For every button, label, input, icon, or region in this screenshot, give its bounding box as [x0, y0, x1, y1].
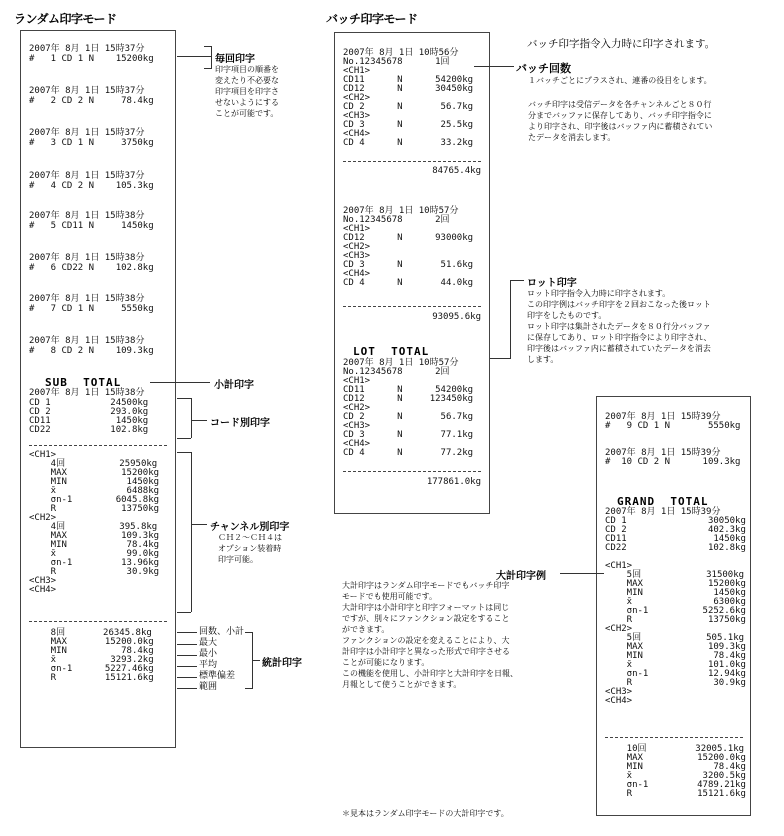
batch-desc: バッチ印字は受信データを各チャンネルごと８０行 分までバッファに保存してあり、バッチ印字指令に より印字され、印字後はバッファ内に蓄積されてい たデータを消去します。: [528, 100, 713, 142]
entry-ts: 2007年 8月 1日 15時37分: [29, 44, 145, 54]
stat-label-stddev: 標準偏差: [199, 671, 236, 681]
grand-entries: 2007年 8月 1日 15時39分 # 9 CD 1 N 5550kg 2007年 8月 1日 15時39分 # 10 CD 2 N 109.3kg: [605, 412, 741, 467]
entry-ts: 2007年 8月 1日 15時38分: [29, 211, 145, 221]
batch-receipt: [334, 32, 490, 514]
stat-label-mean: 平均: [199, 660, 218, 670]
grand-print-title: 大計印字例: [496, 571, 546, 582]
entry-line: # 2 CD 2 N 78.4kg: [29, 96, 154, 106]
batch-count-desc: １バッチごとにプラスされ、連番の役目をします。: [528, 76, 712, 85]
subtotal-timestamp: 2007年 8月 1日 15時38分: [29, 388, 145, 398]
entry-line: # 7 CD 1 N 5550kg: [29, 304, 154, 314]
stat-label-min: 最小: [199, 649, 218, 659]
entry-line: # 4 CD 2 N 105.3kg: [29, 181, 154, 191]
entry-line: # 8 CD 2 N 109.3kg: [29, 346, 154, 356]
random-receipt: [20, 30, 176, 748]
subtotal-title: SUB TOTAL: [45, 376, 122, 389]
grand-print-desc: 大計印字はランダム印字モードでもバッチ印字 モードでも使用可能です。 大計印字は小計印字と印字フォーマットは同じ ですが、別々にファンクション設定をすること ができます。 ファンクションの設定を変えることにより、大 計印字は小計印字と異なった形式で印字させる ことが可能になります。 この機能を使用し、小計印字と大計印字を日報、 月報として使うことができます。: [342, 581, 518, 689]
stat-label-max: 最大: [199, 638, 218, 648]
channel-print-title: チャンネル別印字: [210, 522, 290, 533]
divider: [343, 161, 481, 162]
grand-total-receipt: [596, 396, 751, 816]
channel-print-desc: ＣＨ２～ＣＨ４は オプション装着時 印字可能。: [218, 533, 282, 564]
footnote: ＊見本はランダム印字モードの大計印字です。: [342, 809, 509, 818]
batch-block-2: 2007年 8月 1日 10時57分 No.12345678 2回 <CH1> CD12 N 93000kg <CH2> <CH3> CD 3 N 51.6kg <CH4> CD 4 N 44.0kg: [343, 206, 474, 288]
subtotal-label: 小計印字: [214, 380, 254, 391]
divider: [29, 621, 167, 622]
grand-body: 2007年 8月 1日 15時39分 CD 1 30050kg CD 2 402.3kg CD11 1450kg CD22 102.8kg <CH1> 5回 31500kg MAX 15200kg MIN 1450kg x̄ 6300kg σn-1 5252.6kg R 13750kg <CH2> 5回 505.1kg MAX 109.3kg MIN 78.4kg x̄ 101.0kg σn-1 12.94kg R 30.9kg <CH3> <CH4>: [605, 507, 746, 706]
each-print-title: 毎回印字: [215, 54, 255, 65]
each-print-desc: 印字項目の順番を 変えたり不必要な 印字項目を印字さ せないようにする ことが可能です。: [215, 65, 279, 118]
divider: [343, 306, 481, 307]
lot-block: 2007年 8月 1日 10時57分 No.12345678 2回 <CH1> CD11 N 54200kg CD12 N 123450kg <CH2> CD 2 N 56.7kg <CH3> CD 3 N 77.1kg <CH4> CD 4 N 77.2kg: [343, 358, 474, 458]
entry-line: # 5 CD11 N 1450kg: [29, 221, 154, 231]
entry-ts: 2007年 8月 1日 15時37分: [29, 86, 145, 96]
batch-mode-header: バッチ印字モード: [326, 12, 418, 26]
lot-total-title: LOT TOTAL: [353, 345, 430, 358]
divider: [605, 737, 743, 738]
batch-intro: バッチ印字指令入力時に印字されます。: [527, 38, 716, 50]
stats-group-label: 統計印字: [262, 658, 302, 669]
entry-ts: 2007年 8月 1日 15時38分: [29, 253, 145, 263]
statistics: 8回 26345.8kg MAX 15200.0kg MIN 78.4kg x̄ 3293.2kg σn-1 5227.46kg R 15121.6kg: [50, 628, 154, 683]
entry-ts: 2007年 8月 1日 15時38分: [29, 294, 145, 304]
random-mode-header: ランダム印字モード: [14, 12, 117, 26]
stat-label-range: 範囲: [199, 682, 218, 692]
code-print-label: コード別印字: [210, 418, 270, 429]
lot-print-title: ロット印字: [527, 278, 577, 289]
entry-line: # 6 CD22 N 102.8kg: [29, 263, 154, 273]
batch-total-2: 93095.6kg: [432, 312, 481, 322]
batch-count-title: バッチ回数: [516, 62, 571, 75]
grand-total-title: GRAND TOTAL: [617, 495, 709, 508]
stat-label-count: 回数、小計: [199, 627, 245, 637]
entry-line: # 1 CD 1 N 15200kg: [29, 54, 154, 64]
batch-block-1: 2007年 8月 1日 10時56分 No.12345678 1回 <CH1> CD11 N 54200kg CD12 N 30450kg <CH2> CD 2 N 56.7kg <CH3> CD 3 N 25.5kg <CH4> CD 4 N 33.2kg: [343, 48, 474, 148]
entry-ts: 2007年 8月 1日 15時37分: [29, 128, 145, 138]
code-totals: CD 1 24500kg CD 2 293.0kg CD11 1450kg CD22 102.8kg: [29, 398, 149, 435]
entry-line: # 3 CD 1 N 3750kg: [29, 138, 154, 148]
channel-totals: <CH1> 4回 25950kg MAX 15200kg MIN 1450kg x̄ 6488kg σn-1 6045.8kg R 13750kg <CH2> 4回 395.8kg MAX 109.3kg MIN 78.4kg x̄ 99.0kg σn-1 13.96kg R 30.9kg <CH3> <CH4>: [29, 450, 160, 595]
batch-total-1: 84765.4kg: [432, 166, 481, 176]
entry-ts: 2007年 8月 1日 15時38分: [29, 336, 145, 346]
lot-print-desc: ロット印字指令入力時に印字されます。 この印字例はバッチ印字を２回おこなった後ロット 印字をしたものです。 ロット印字は集計されたデータを８０行分バッファ に保存してあり、ロット印字指令により印字され、 印字後はバッファ内に蓄積されていたデータを消去 します。: [527, 289, 712, 364]
entry-ts: 2007年 8月 1日 15時37分: [29, 171, 145, 181]
lot-total: 177861.0kg: [426, 477, 481, 487]
divider: [343, 471, 481, 472]
grand-statistics: 10回 32005.1kg MAX 15200.0kg MIN 78.4kg x̄ 3200.5kg σn-1 4789.21kg R 15121.6kg: [626, 744, 746, 799]
divider: [29, 445, 167, 446]
